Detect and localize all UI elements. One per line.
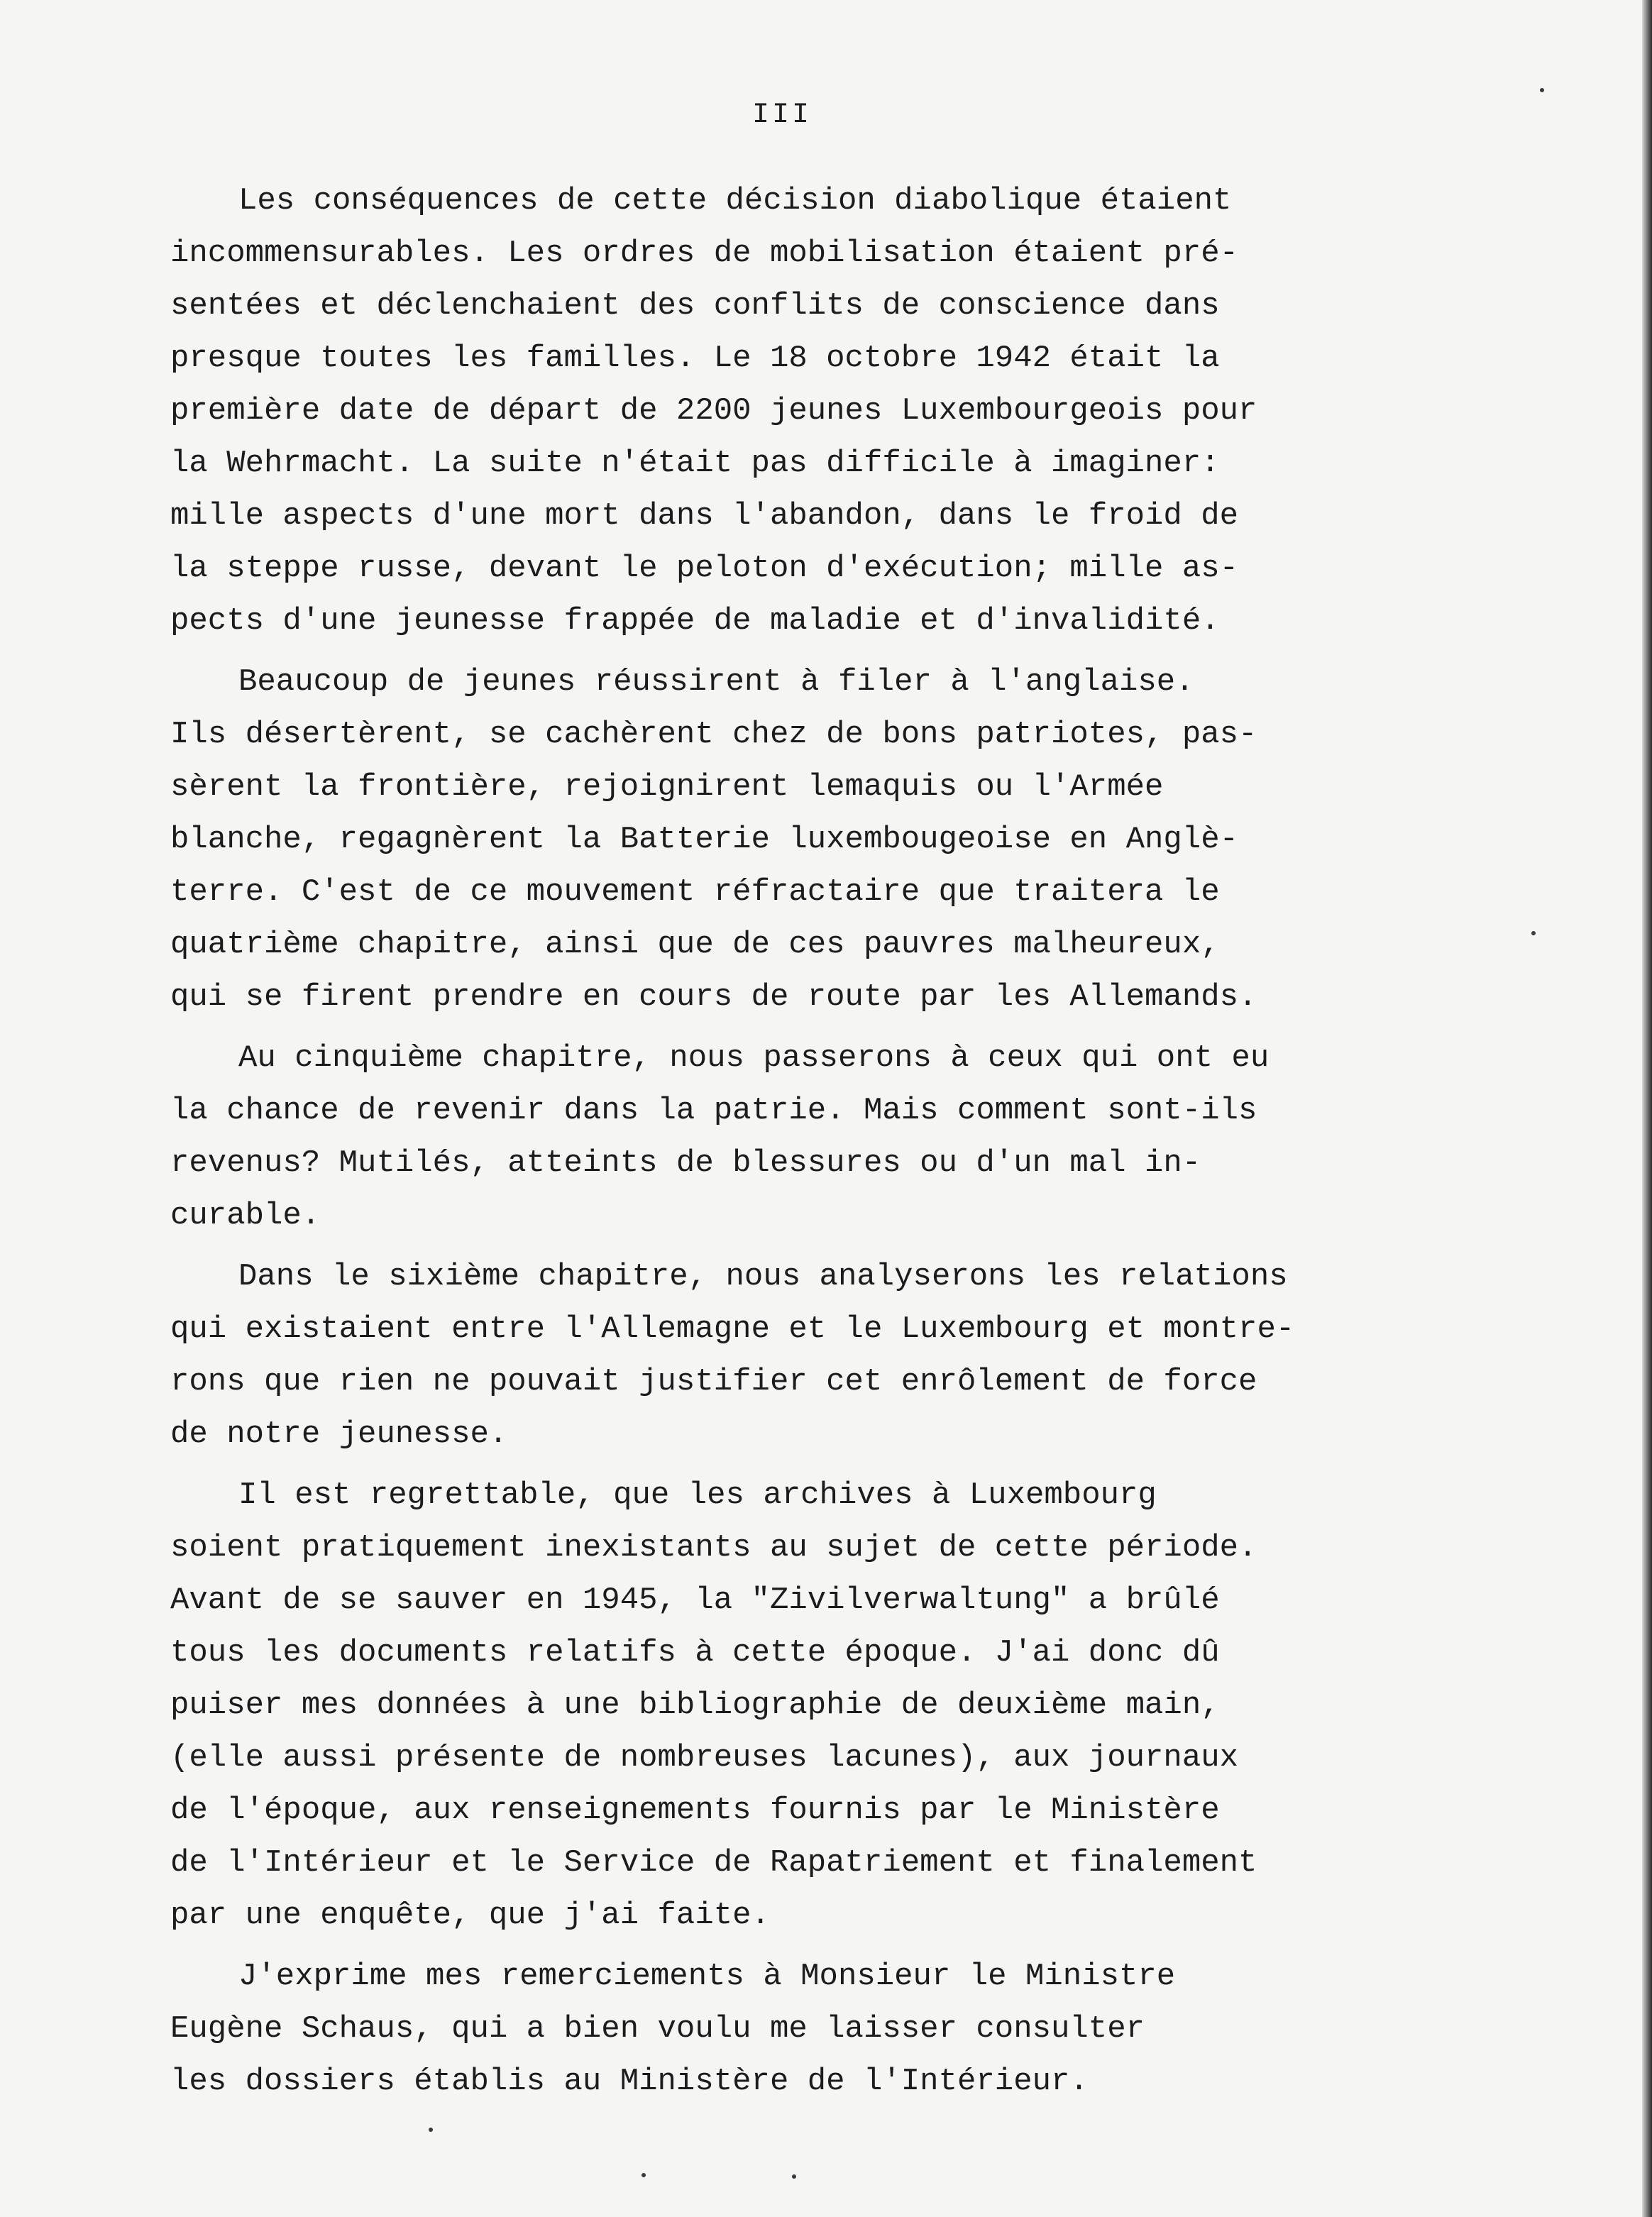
text-line: curable. <box>170 1198 321 1233</box>
dust-speck <box>429 2128 433 2132</box>
text-line: par une enquête, que j'ai faite. <box>170 1898 770 1933</box>
text-line: la Wehrmacht. La suite n'était pas difficile à imaginer: <box>170 446 1220 481</box>
paragraph-3 <box>170 1032 1433 1242</box>
text-line: les dossiers établis au Ministère de l'Intérieur. <box>170 2064 1089 2099</box>
text-line: Beaucoup de jeunes réussirent à filer à l'anglaise. <box>238 664 1194 700</box>
text-line: revenus? Mutilés, atteints de blessures ou d'un mal in- <box>170 1145 1201 1181</box>
paragraph-5 <box>170 1469 1433 1942</box>
text-line: de notre jeunesse. <box>170 1416 508 1452</box>
text-line: Au cinquième chapitre, nous passerons à ceux qui ont eu <box>238 1040 1270 1076</box>
dust-speck <box>641 2173 646 2177</box>
paragraph-4 <box>170 1250 1433 1460</box>
text-line: terre. C'est de ce mouvement réfractaire que traitera le <box>170 874 1220 910</box>
text-line: la steppe russe, devant le peloton d'exécution; mille as- <box>170 551 1239 586</box>
text-line: qui existaient entre l'Allemagne et le Luxembourg et montre- <box>170 1311 1295 1347</box>
text-line: Dans le sixième chapitre, nous analyserons les relations <box>238 1259 1288 1294</box>
text-line: incommensurables. Les ordres de mobilisation étaient pré- <box>170 236 1239 271</box>
text-line: Ils désertèrent, se cachèrent chez de bons patriotes, pas- <box>170 717 1257 752</box>
text-line: sèrent la frontière, rejoignirent lemaquis ou l'Armée <box>170 769 1164 805</box>
text-line: blanche, regagnèrent la Batterie luxembougeoise en Anglè- <box>170 822 1239 857</box>
text-line: Eugène Schaus, qui a bien voulu me laisser consulter <box>170 2011 1145 2047</box>
page-number: III <box>752 99 813 131</box>
text-line: J'exprime mes remerciements à Monsieur le Ministre <box>238 1959 1176 1994</box>
text-line: de l'Intérieur et le Service de Rapatriement et finalement <box>170 1845 1257 1881</box>
dust-speck <box>1531 931 1536 935</box>
text-line: Les conséquences de cette décision diabolique étaient <box>238 183 1232 219</box>
text-line: la chance de revenir dans la patrie. Mais comment sont-ils <box>170 1093 1257 1128</box>
text-line: première date de départ de 2200 jeunes Luxembourgeois pour <box>170 393 1257 429</box>
text-line: presque toutes les familles. Le 18 octobre 1942 était la <box>170 341 1220 376</box>
page-edge-shadow <box>1642 0 1652 2217</box>
text-line: puiser mes données à une bibliographie de deuxième main, <box>170 1688 1220 1723</box>
text-line: tous les documents relatifs à cette époque. J'ai donc dû <box>170 1635 1220 1671</box>
text-line: soient pratiquement inexistants au sujet de cette période. <box>170 1530 1257 1566</box>
paragraph-1 <box>170 175 1433 647</box>
body-text <box>170 175 1433 2116</box>
text-line: Avant de se sauver en 1945, la "Zivilverwaltung" a brûlé <box>170 1583 1220 1618</box>
text-line: quatrième chapitre, ainsi que de ces pauvres malheureux, <box>170 927 1220 962</box>
paragraph-6 <box>170 1950 1433 2108</box>
text-line: (elle aussi présente de nombreuses lacunes), aux journaux <box>170 1740 1239 1776</box>
dust-speck <box>792 2174 796 2179</box>
text-line: sentées et déclenchaient des conflits de conscience dans <box>170 288 1220 324</box>
text-line: pects d'une jeunesse frappée de maladie et d'invalidité. <box>170 603 1220 639</box>
paragraph-2 <box>170 656 1433 1023</box>
text-line: rons que rien ne pouvait justifier cet enrôlement de force <box>170 1364 1257 1399</box>
text-line: Il est regrettable, que les archives à Luxembourg <box>238 1478 1157 1513</box>
text-line: mille aspects d'une mort dans l'abandon, dans le froid de <box>170 498 1239 534</box>
text-line: de l'époque, aux renseignements fournis par le Ministère <box>170 1793 1220 1828</box>
dust-speck <box>1540 88 1544 92</box>
text-line: qui se firent prendre en cours de route par les Allemands. <box>170 979 1257 1015</box>
